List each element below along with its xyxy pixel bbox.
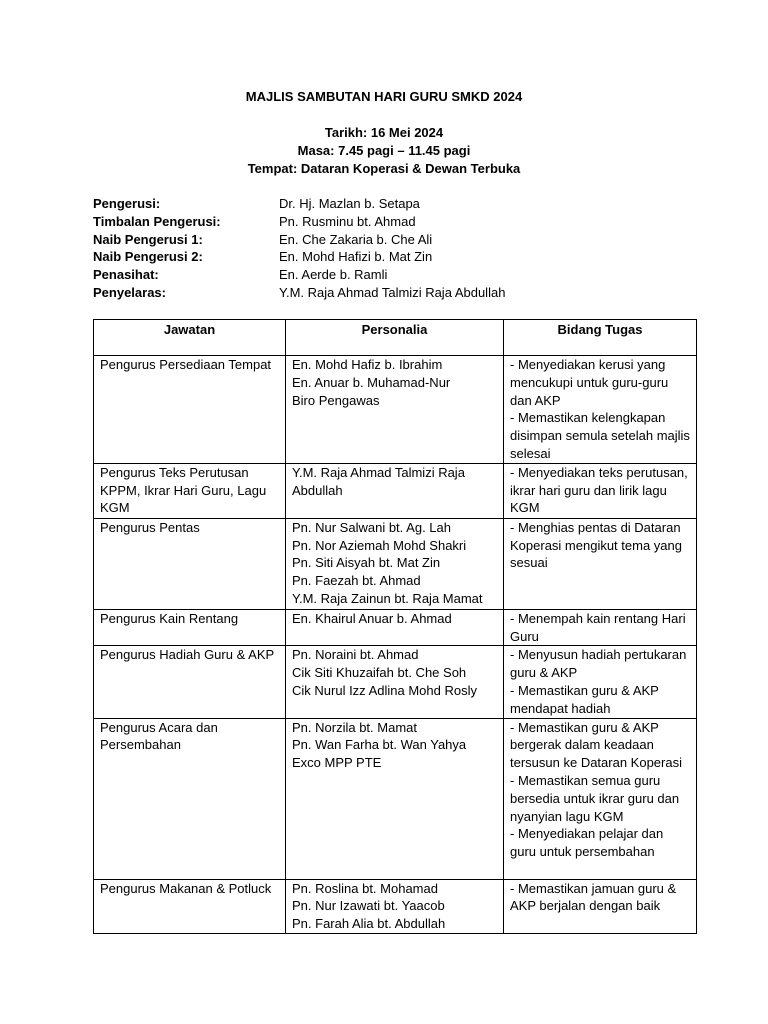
officer-role: Pengerusi: (93, 196, 161, 211)
duty-item: - Memastikan guru & AKP mendapat hadiah (510, 682, 659, 716)
officer-name: Pn. Rusminu bt. Ahmad (279, 213, 416, 229)
cell-jawatan (94, 356, 286, 464)
officer-row (93, 266, 713, 284)
officer-name: Y.M. Raja Ahmad Talmizi Raja Abdullah (279, 284, 506, 300)
person-name: En. Mohd Hafiz b. Ibrahim (292, 357, 443, 372)
officer-name: En. Aerde b. Ramli (279, 267, 388, 283)
person-name: Pn. Nur Izawati bt. Yaacob (292, 898, 445, 914)
person-name: Pn. Siti Aisyah bt. Mat Zin (292, 555, 441, 571)
jawatan-text: Pengurus Teks Perutusan KPPM, Ikrar Hari Guru, Lagu KGM (100, 464, 267, 516)
duty-item: - Memastikan kelengkapan disimpan semula setelah majlis selesai (510, 410, 690, 461)
duty-item: - Menyusun hadiah pertukaran guru & AKP (510, 647, 687, 681)
duty-item: - Memastikan jamuan guru & AKP berjalan dengan baik (510, 880, 677, 914)
person-name: Pn. Farah Alia bt. Abdullah (292, 916, 446, 932)
table-header-row (94, 320, 697, 356)
person-name: Y.M. Raja Ahmad Talmizi Raja Abdullah (292, 464, 465, 498)
person-name: Pn. Norzila bt. Mamat (292, 719, 417, 735)
duty-item: - Memastikan guru & AKP bergerak dalam keadaan tersusun ke Dataran Koperasi (510, 719, 682, 771)
officer-row (93, 195, 713, 213)
duty-item: - Menyediakan kerusi yang mencukupi untuk guru-guru dan AKP (510, 357, 669, 408)
event-details (0, 124, 768, 178)
cell-jawatan (94, 609, 286, 646)
jawatan-text: Pengurus Kain Rentang (100, 610, 239, 626)
officer-role: Naib Pengerusi 1: (93, 231, 203, 247)
event-time: Masa: 7.45 pagi – 11.45 pagi (297, 143, 471, 158)
officer-row (93, 284, 713, 302)
cell-personalia (286, 646, 504, 718)
cell-bidang-tugas (504, 718, 697, 879)
document-title: MAJLIS SAMBUTAN HARI GURU SMKD 2024 (245, 89, 523, 104)
officer-role: Penyelaras: (93, 284, 166, 300)
person-name: En. Khairul Anuar b. Ahmad (292, 610, 452, 626)
cell-jawatan (94, 718, 286, 879)
table-row (94, 609, 697, 646)
person-name: Pn. Noraini bt. Ahmad (292, 647, 419, 663)
column-header-personalia: Personalia (286, 320, 504, 356)
cell-personalia (286, 356, 504, 464)
cell-bidang-tugas (504, 463, 697, 518)
person-name: Y.M. Raja Zainun bt. Raja Mamat (292, 590, 483, 606)
duty-item: - Menyediakan teks perutusan, ikrar hari guru dan lirik lagu KGM (510, 464, 688, 516)
officer-name: Dr. Hj. Mazlan b. Setapa (279, 196, 420, 211)
person-name: Cik Nurul Izz Adlina Mohd Rosly (292, 682, 477, 698)
officer-row (93, 231, 713, 249)
person-name: En. Anuar b. Muhamad-Nur (292, 374, 451, 390)
table-row (94, 879, 697, 933)
person-name: Pn. Nur Salwani bt. Ag. Lah (292, 519, 451, 535)
event-date: Tarikh: 16 Mei 2024 (324, 125, 444, 140)
cell-jawatan (94, 518, 286, 609)
column-header-jawatan: Jawatan (94, 320, 286, 356)
jawatan-text: Pengurus Acara dan Persembahan (100, 719, 218, 753)
cell-personalia (286, 609, 504, 646)
cell-bidang-tugas (504, 356, 697, 464)
duty-item: - Menyediakan pelajar dan guru untuk persembahan (510, 826, 664, 860)
person-name: Pn. Roslina bt. Mohamad (292, 880, 438, 896)
cell-personalia (286, 879, 504, 933)
officer-row (93, 213, 713, 231)
cell-bidang-tugas (504, 879, 697, 933)
cell-bidang-tugas (504, 646, 697, 718)
officer-row (93, 248, 713, 266)
cell-jawatan (94, 463, 286, 518)
duty-item: - Menempah kain rentang Hari Guru (510, 610, 686, 644)
cell-bidang-tugas (504, 609, 697, 646)
duties-table (93, 319, 697, 934)
table-row (94, 356, 697, 464)
person-name: Pn. Faezah bt. Ahmad (292, 573, 421, 589)
officer-name: En. Mohd Hafizi b. Mat Zin (279, 249, 433, 265)
cell-bidang-tugas (504, 518, 697, 609)
table-row (94, 646, 697, 718)
jawatan-text: Pengurus Persediaan Tempat (100, 357, 272, 372)
cell-personalia (286, 718, 504, 879)
cell-personalia (286, 463, 504, 518)
jawatan-text: Pengurus Makanan & Potluck (100, 880, 272, 896)
duty-item: - Menghias pentas di Dataran Koperasi mengikut tema yang sesuai (510, 519, 682, 571)
person-name: Pn. Nor Aziemah Mohd Shakri (292, 537, 467, 553)
person-name: Pn. Wan Farha bt. Wan Yahya (292, 737, 467, 753)
officers-list (93, 195, 713, 302)
person-name: Cik Siti Khuzaifah bt. Che Soh (292, 665, 467, 681)
duty-item: - Memastikan semua guru bersedia untuk ikrar guru dan nyanyian lagu KGM (510, 772, 680, 824)
table-row (94, 518, 697, 609)
event-venue: Tempat: Dataran Koperasi & Dewan Terbuka (247, 161, 521, 176)
person-name: Exco MPP PTE (292, 755, 382, 771)
table-row (94, 718, 697, 879)
table-row (94, 463, 697, 518)
officer-role: Naib Pengerusi 2: (93, 249, 203, 265)
jawatan-text: Pengurus Hadiah Guru & AKP (100, 647, 275, 663)
cell-jawatan (94, 646, 286, 718)
officer-name: En. Che Zakaria b. Che Ali (279, 231, 433, 247)
column-header-bidang-tugas: Bidang Tugas (504, 320, 697, 356)
officer-role: Penasihat: (93, 267, 159, 283)
person-name: Biro Pengawas (292, 392, 380, 408)
cell-personalia (286, 518, 504, 609)
officer-role: Timbalan Pengerusi: (93, 213, 221, 229)
jawatan-text: Pengurus Pentas (100, 519, 200, 535)
cell-jawatan (94, 879, 286, 933)
